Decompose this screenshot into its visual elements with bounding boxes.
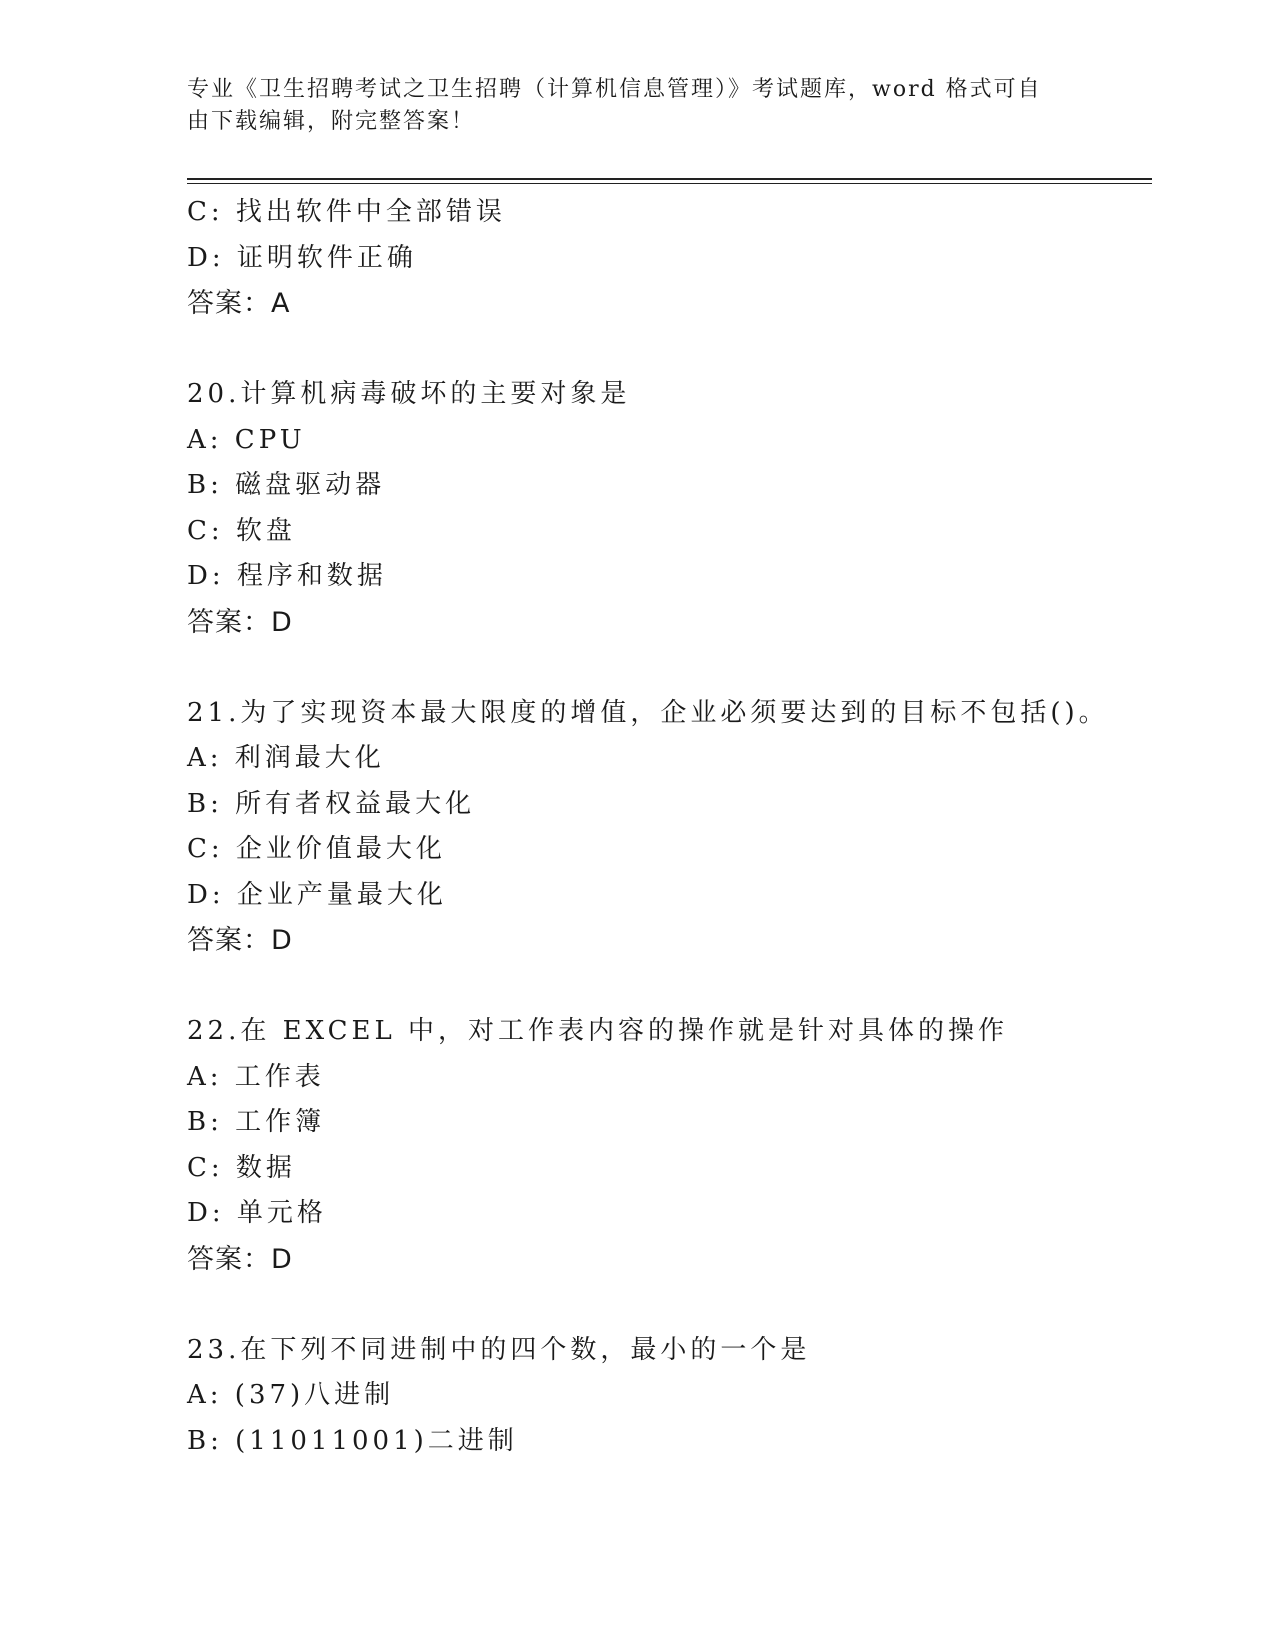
- answer-line: 答案：D: [187, 1243, 293, 1275]
- option-line: C: 企业价值最大化: [187, 834, 446, 864]
- option-line: A: (37)八进制: [187, 1380, 395, 1410]
- option-line: C: 数据: [187, 1152, 296, 1183]
- option-line: B: 所有者权益最大化: [187, 788, 476, 819]
- option-line: B: (11011001)二进制: [187, 1425, 518, 1456]
- option-line: A: 工作表: [187, 1061, 325, 1092]
- header-line-1: 专业《卫生招聘考试之卫生招聘（计算机信息管理）》考试题库，word 格式可自: [187, 77, 1042, 102]
- option-line: C: 找出软件中全部错误: [187, 197, 506, 227]
- header-divider: [187, 178, 1152, 180]
- answer-line: 答案：D: [187, 925, 293, 956]
- answer-line: 答案：A: [187, 288, 291, 319]
- option-line: D: 证明软件正确: [187, 242, 417, 273]
- question-prompt: 22.在 EXCEL 中，对工作表内容的操作就是针对具体的操作: [187, 1016, 1009, 1046]
- option-line: B: 磁盘驱动器: [187, 470, 386, 500]
- header-line-2: 由下载编辑，附完整答案！: [187, 109, 476, 134]
- option-line: D: 企业产量最大化: [187, 879, 447, 910]
- question-prompt: 23.在下列不同进制中的四个数，最小的一个是: [187, 1334, 811, 1365]
- question-list: [187, 190, 1147, 1464]
- option-line: B: 工作簿: [187, 1107, 326, 1137]
- header-divider-thin: [187, 183, 1152, 184]
- option-line: D: 单元格: [187, 1198, 327, 1228]
- option-line: A: 利润最大化: [187, 743, 385, 773]
- question-prompt: 21.为了实现资本最大限度的增值，企业必须要达到的目标不包括()。: [187, 697, 1109, 728]
- option-line: D: 程序和数据: [187, 561, 387, 591]
- option-line: A: CPU: [187, 424, 306, 455]
- option-line: C: 软盘: [187, 515, 296, 546]
- document-header: [187, 74, 1067, 138]
- question-prompt: 20.计算机病毒破坏的主要对象是: [187, 379, 631, 409]
- answer-line: 答案：D: [187, 606, 293, 638]
